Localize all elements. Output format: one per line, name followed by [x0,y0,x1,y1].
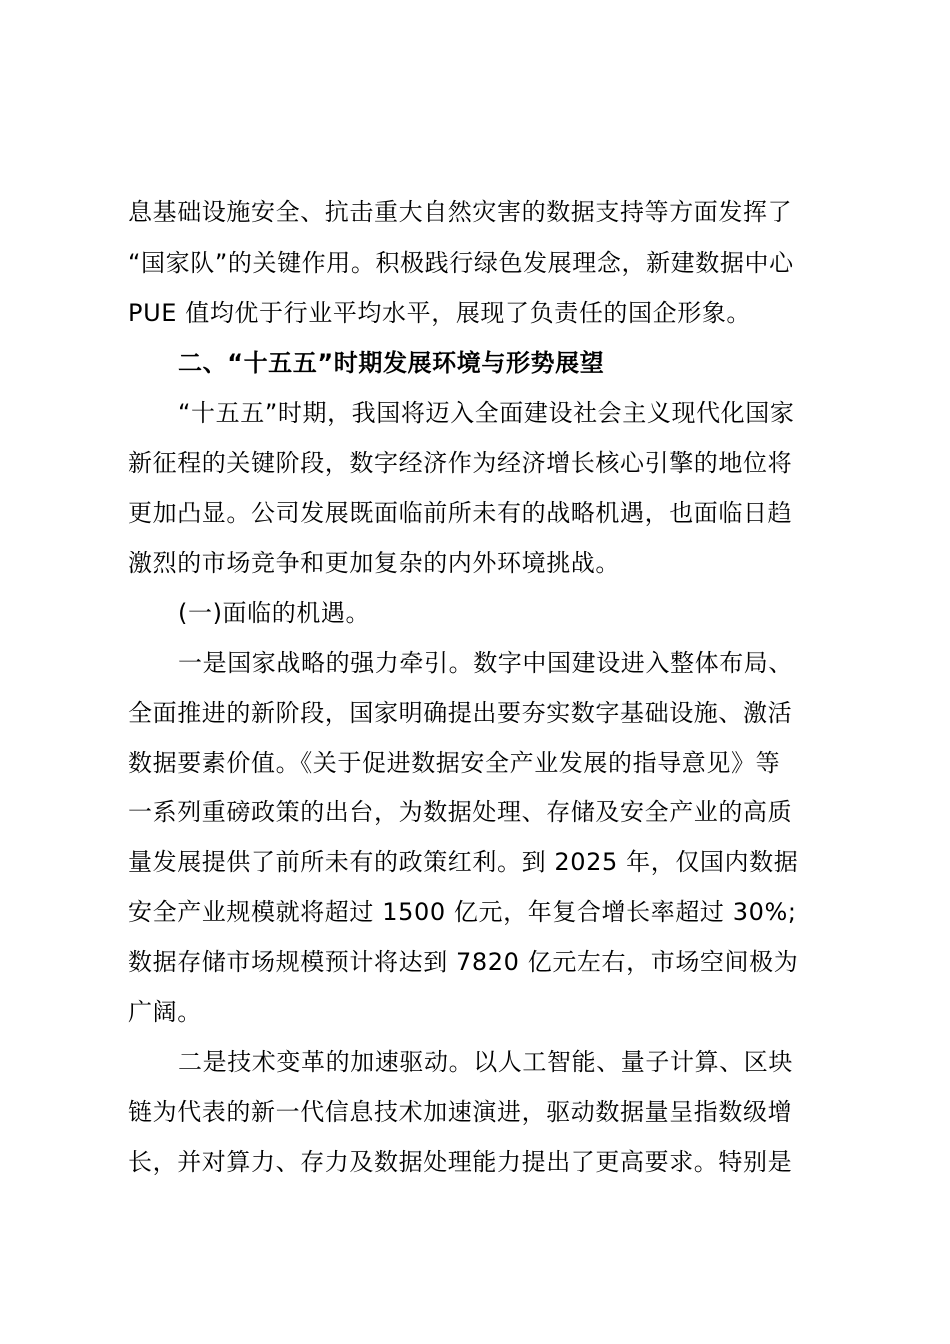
paragraph-line: 息基础设施安全、抗击重大自然灾害的数据支持等方面发挥了 [128,198,793,226]
paragraph-line: 广阔。 [128,998,202,1026]
paragraph-line: 安全产业规模就将超过 1500 亿元，年复合增长率超过 30%; [128,898,797,926]
paragraph-line: 数据要素价值。《关于促进数据安全产业发展的指导意见》等 [128,749,781,777]
paragraph-line: 量发展提供了前所未有的政策红利。到 2025 年，仅国内数据 [128,848,799,876]
paragraph-line: 全面推进的新阶段，国家明确提出要夯实数字基础设施、激活 [128,699,793,727]
paragraph-line: 数据存储市场规模预计将达到 7820 亿元左右，市场空间极为 [128,948,799,976]
section-heading: 二、“十五五”时期发展环境与形势展望 [178,349,605,377]
paragraph-line: 激烈的市场竞争和更加复杂的内外环境挑战。 [128,549,620,577]
paragraph-line: “十五五”时期，我国将迈入全面建设社会主义现代化国家 [178,399,795,427]
paragraph-line: 一是国家战略的强力牵引。数字中国建设进入整体布局、 [178,649,793,677]
paragraph-line: 一系列重磅政策的出台，为数据处理、存储及安全产业的高质 [128,798,793,826]
paragraph-line: 二是技术变革的加速驱动。以人工智能、量子计算、区块 [178,1048,793,1076]
paragraph-line: 链为代表的新一代信息技术加速演进，驱动数据量呈指数级增 [128,1098,793,1126]
paragraph-line: 更加凸显。公司发展既面临前所未有的战略机遇，也面临日趋 [128,499,793,527]
paragraph-line: 长，并对算力、存力及数据处理能力提出了更高要求。特别是 [128,1148,793,1176]
paragraph-line: 新征程的关键阶段，数字经济作为经济增长核心引擎的地位将 [128,449,793,477]
subsection-heading: (一)面临的机遇。 [178,599,371,627]
paragraph-line: PUE 值均优于行业平均水平，展现了负责任的国企形象。 [128,299,752,327]
paragraph-line: “国家队”的关键作用。积极践行绿色发展理念，新建数据中心 [128,249,794,277]
